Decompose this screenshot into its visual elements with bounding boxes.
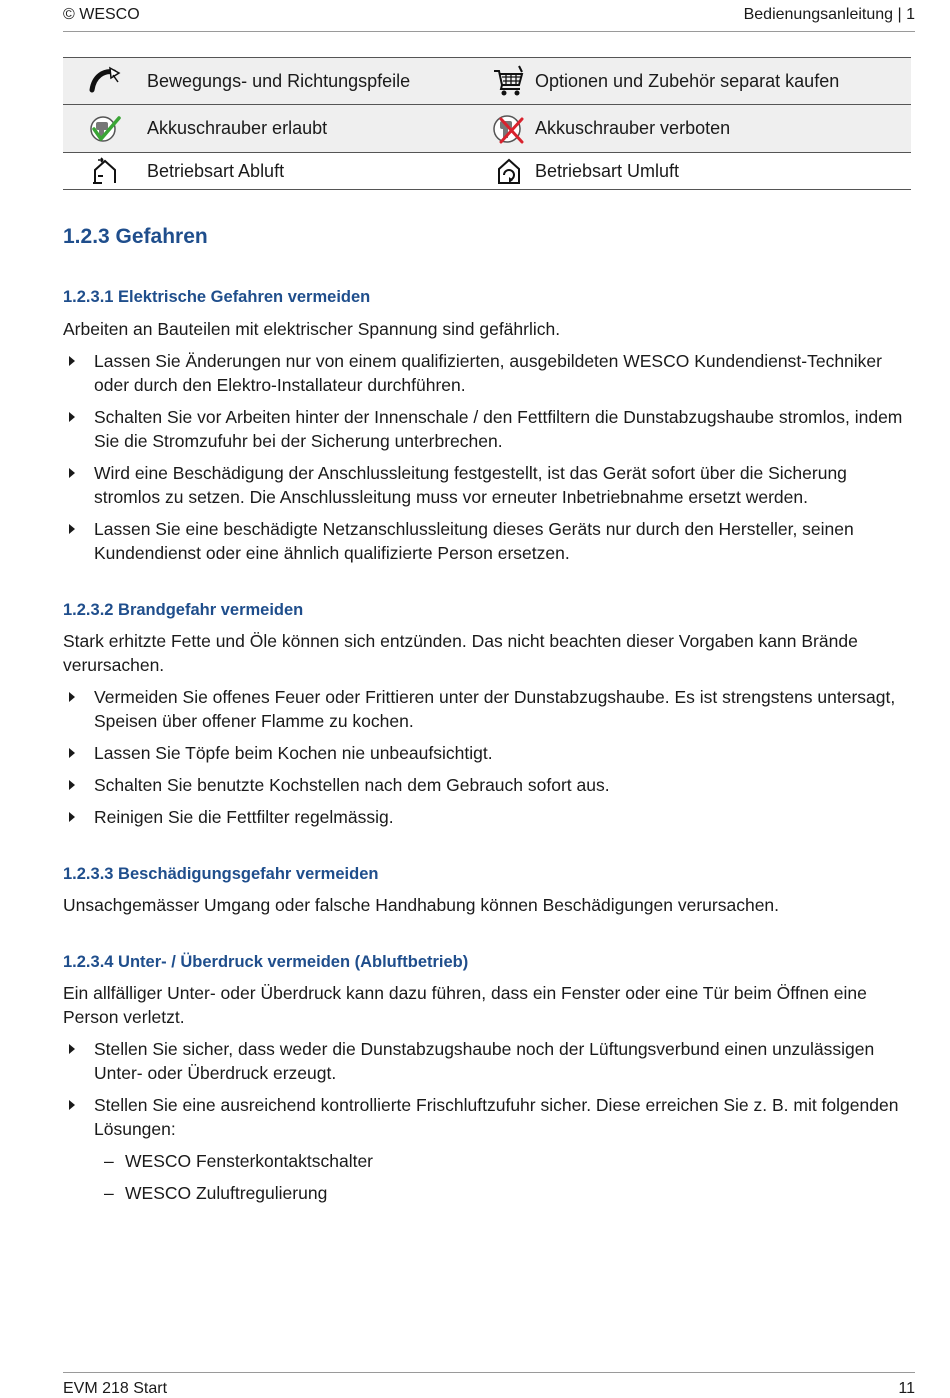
- list-item: Schalten Sie vor Arbeiten hinter der Innenschale / den Fettfiltern die Dunstabzugshaube stromlos, indem Sie die Stromzufuhr bei der Sicherung unterbrechen.: [63, 405, 915, 453]
- subsection-title: 1.2.3.1 Elektrische Gefahren vermeiden: [63, 288, 371, 306]
- list-item: Lassen Sie Töpfe beim Kochen nie unbeaufsichtigt.: [63, 741, 915, 765]
- symbol-label: Optionen und Zubehör separat kaufen: [535, 70, 840, 91]
- footer-product: EVM 218 Start: [63, 1380, 168, 1397]
- header-copyright: © WESCO: [63, 6, 140, 23]
- bullet-arrow-icon: [69, 748, 75, 758]
- screwdriver-allowed-icon: [63, 105, 147, 153]
- dash-marker: –: [104, 1183, 114, 1203]
- symbol-label: Betriebsart Abluft: [147, 160, 285, 181]
- bullet-arrow-icon: [69, 524, 75, 534]
- symbol-label: Akkuschrauber verboten: [535, 118, 731, 138]
- dash-marker: –: [104, 1151, 114, 1171]
- content: [63, 222, 915, 1205]
- page-header: [63, 0, 915, 32]
- bullet-arrow-icon: [69, 1100, 75, 1110]
- bullet-list: [63, 685, 915, 829]
- arrow-curve-icon: [63, 58, 147, 105]
- bullet-arrow-icon: [69, 468, 75, 478]
- bullet-arrow-icon: [69, 812, 75, 822]
- bullet-list: [63, 1037, 915, 1141]
- screwdriver-forbidden-icon: [487, 105, 531, 153]
- symbol-table: [63, 57, 911, 190]
- bullet-arrow-icon: [69, 412, 75, 422]
- symbol-row: [63, 153, 911, 190]
- list-item: Reinigen Sie die Fettfilter regelmässig.: [63, 805, 915, 829]
- list-item: Lassen Sie Änderungen nur von einem qualifizierten, ausgebildeten WESCO Kundendienst-Techniker oder durch den Elektro-Installateur durchführen.: [63, 349, 915, 397]
- list-item: – WESCO Fensterkontaktschalter: [104, 1151, 373, 1171]
- paragraph: Stark erhitzte Fette und Öle können sich entzünden. Das nicht beachten dieser Vorgaben kann Brände verursachen.: [63, 631, 858, 675]
- symbol-label: Akkuschrauber erlaubt: [147, 118, 328, 138]
- list-item: Vermeiden Sie offenes Feuer oder Frittieren unter der Dunstabzugshaube. Es ist strengstens untersagt, Speisen über offener Flamme zu kochen.: [63, 685, 915, 733]
- symbol-row: [63, 105, 911, 153]
- subsection-title: 1.2.3.2 Brandgefahr vermeiden: [63, 601, 304, 619]
- section-title: 1.2.3 Gefahren: [63, 225, 208, 248]
- list-item: Stellen Sie sicher, dass weder die Dunstabzugshaube noch der Lüftungsverbund einen unzulässigen Unter- oder Überdruck erzeugt.: [63, 1037, 915, 1085]
- page-footer: [63, 1372, 915, 1398]
- list-item: – WESCO Zuluftregulierung: [104, 1183, 328, 1203]
- paragraph: Arbeiten an Bauteilen mit elektrischer Spannung sind gefährlich.: [63, 319, 561, 339]
- bullet-list: [63, 349, 915, 565]
- list-item: Schalten Sie benutzte Kochstellen nach dem Gebrauch sofort aus.: [63, 773, 915, 797]
- bullet-arrow-icon: [69, 1044, 75, 1054]
- dash-list: [63, 1149, 915, 1205]
- paragraph: Ein allfälliger Unter- oder Überdruck kann dazu führen, dass ein Fenster oder eine Tür beim Öffnen eine Person verletzt.: [63, 983, 867, 1027]
- bullet-arrow-icon: [69, 356, 75, 366]
- page-number: 11: [898, 1380, 915, 1397]
- recirculation-mode-icon: [487, 153, 531, 190]
- exhaust-mode-icon: [63, 153, 147, 190]
- paragraph: Unsachgemässer Umgang oder falsche Handhabung können Beschädigungen verursachen.: [63, 895, 780, 915]
- list-item: Lassen Sie eine beschädigte Netzanschlussleitung dieses Geräts nur durch den Hersteller, seinen Kundendienst oder eine ähnlich qualifizierte Person ersetzen.: [63, 517, 915, 565]
- list-item: Stellen Sie eine ausreichend kontrollierte Frischluftzufuhr sicher. Diese erreichen Sie z. B. mit folgenden Lösungen:: [63, 1093, 915, 1141]
- header-doc-title: Bedienungsanleitung | 1: [743, 6, 915, 23]
- shopping-cart-icon: [487, 58, 531, 105]
- list-item: Wird eine Beschädigung der Anschlussleitung festgestellt, ist das Gerät sofort über die Sicherung stromlos zu setzen. Die Anschlussleitung muss vor erneuter Inbetriebnahme ersetzt werden.: [63, 461, 915, 509]
- symbol-label: Bewegungs- und Richtungspfeile: [147, 70, 411, 91]
- subsection-title: 1.2.3.4 Unter- / Überdruck vermeiden (Abluftbetrieb): [63, 953, 469, 971]
- bullet-arrow-icon: [69, 780, 75, 790]
- subsection-title: 1.2.3.3 Beschädigungsgefahr vermeiden: [63, 865, 379, 883]
- symbol-label: Betriebsart Umluft: [535, 160, 680, 181]
- bullet-arrow-icon: [69, 692, 75, 702]
- symbol-row: [63, 58, 911, 105]
